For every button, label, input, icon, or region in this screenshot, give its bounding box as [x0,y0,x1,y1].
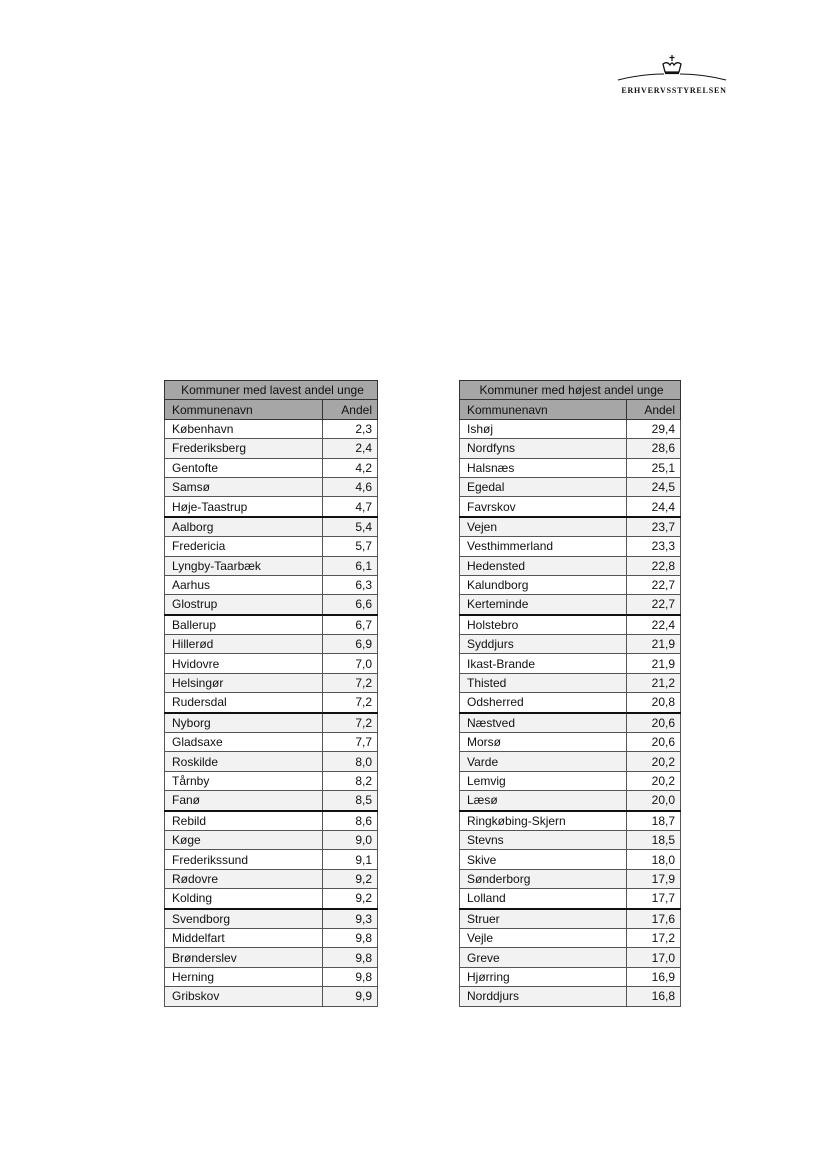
municipality-name: Lemvig [460,771,627,790]
table-row [460,517,681,537]
share-value: 2,4 [323,439,378,458]
municipality-name: Fredericia [165,537,323,556]
table-row [165,987,378,1006]
municipality-name: Vejle [460,928,627,947]
table-row [165,575,378,594]
table-row [165,693,378,713]
municipality-name: Fanø [165,791,323,811]
table-row [165,850,378,869]
table-row [165,948,378,967]
municipality-name: Middelfart [165,928,323,947]
table-row [460,791,681,811]
municipality-name: Kerteminde [460,595,627,615]
share-value: 20,8 [627,693,681,713]
municipality-name: Samsø [165,477,323,496]
share-value: 5,7 [323,537,378,556]
share-value: 22,8 [627,556,681,575]
municipality-name: Næstved [460,713,627,733]
share-value: 18,0 [627,850,681,869]
table-caption: Kommuner med lavest andel unge [165,381,378,400]
table-row [460,811,681,831]
column-header-value: Andel [323,400,378,419]
share-value: 6,6 [323,595,378,615]
table-row [460,987,681,1006]
municipality-name: Aarhus [165,575,323,594]
table-row [165,477,378,496]
table-row [165,497,378,517]
share-value: 28,6 [627,439,681,458]
table-row [165,830,378,849]
municipality-name: Sønderborg [460,869,627,888]
table-row [460,733,681,752]
municipality-name: Frederikssund [165,850,323,869]
table-row [460,830,681,849]
crown-icon [612,52,732,86]
share-value: 17,7 [627,889,681,909]
table-row [460,967,681,986]
table-row [460,771,681,790]
share-value: 22,4 [627,615,681,635]
share-value: 22,7 [627,575,681,594]
municipality-name: Gribskov [165,987,323,1006]
table-row [460,497,681,517]
share-value: 9,8 [323,928,378,947]
share-value: 20,2 [627,771,681,790]
table-row [460,595,681,615]
share-value: 8,2 [323,771,378,790]
share-value: 6,1 [323,556,378,575]
municipality-name: Ringkøbing-Skjern [460,811,627,831]
share-value: 4,6 [323,477,378,496]
table-caption: Kommuner med højest andel unge [460,381,681,400]
municipality-name: Morsø [460,733,627,752]
table-row [460,850,681,869]
municipality-name: Vesthimmerland [460,537,627,556]
table-row [460,948,681,967]
share-value: 20,6 [627,733,681,752]
logo-wordmark: ERHVERVSSTYRELSEN [621,86,727,95]
municipality-name: Herning [165,967,323,986]
municipality-name: Egedal [460,477,627,496]
share-value: 23,7 [627,517,681,537]
share-value: 18,7 [627,811,681,831]
table-row [165,752,378,771]
share-value: 4,2 [323,458,378,477]
table-row [165,458,378,477]
share-value: 5,4 [323,517,378,537]
share-value: 16,9 [627,967,681,986]
municipality-name: Ishøj [460,419,627,438]
municipality-name: Hjørring [460,967,627,986]
municipality-name: Favrskov [460,497,627,517]
table-row [460,752,681,771]
table-row [460,869,681,888]
table-row [165,771,378,790]
share-value: 17,0 [627,948,681,967]
share-value: 9,2 [323,869,378,888]
municipality-name: Rudersdal [165,693,323,713]
table-row [165,673,378,692]
share-value: 21,2 [627,673,681,692]
share-value: 9,9 [323,987,378,1006]
municipality-name: Hvidovre [165,654,323,673]
table-row [165,791,378,811]
municipality-name: Holstebro [460,615,627,635]
municipality-name: Gladsaxe [165,733,323,752]
erhvervsstyrelsen-logo [612,52,732,100]
municipality-name: Tårnby [165,771,323,790]
municipality-name: Rødovre [165,869,323,888]
share-value: 17,6 [627,909,681,929]
municipality-name: Svendborg [165,909,323,929]
table-row [460,693,681,713]
municipality-name: Stevns [460,830,627,849]
table-row [460,439,681,458]
share-value: 6,9 [323,635,378,654]
share-value: 7,2 [323,693,378,713]
table-row [165,537,378,556]
table-row [165,439,378,458]
share-value: 6,7 [323,615,378,635]
municipality-name: Lolland [460,889,627,909]
share-value: 7,0 [323,654,378,673]
share-value: 7,7 [323,733,378,752]
municipality-name: Frederiksberg [165,439,323,458]
share-value: 17,2 [627,928,681,947]
table-row [460,537,681,556]
share-value: 8,6 [323,811,378,831]
column-header-value: Andel [627,400,681,419]
table-row [460,635,681,654]
municipality-name: Thisted [460,673,627,692]
share-value: 23,3 [627,537,681,556]
table-row [165,615,378,635]
table-row [165,595,378,615]
municipality-name: Aalborg [165,517,323,537]
table-row [165,556,378,575]
share-value: 9,0 [323,830,378,849]
share-value: 9,8 [323,948,378,967]
table-row [460,654,681,673]
municipality-name: Rebild [165,811,323,831]
share-value: 20,0 [627,791,681,811]
share-value: 20,6 [627,713,681,733]
share-value: 18,5 [627,830,681,849]
table-row [165,889,378,909]
municipality-name: Nordfyns [460,439,627,458]
lowest-share-table [164,380,378,1007]
municipality-name: Ballerup [165,615,323,635]
table-row [460,575,681,594]
share-value: 24,4 [627,497,681,517]
municipality-name: Brønderslev [165,948,323,967]
share-value: 4,7 [323,497,378,517]
table-row [460,458,681,477]
table-row [165,713,378,733]
municipality-name: Læsø [460,791,627,811]
share-value: 16,8 [627,987,681,1006]
share-value: 29,4 [627,419,681,438]
share-value: 6,3 [323,575,378,594]
municipality-name: Gentofte [165,458,323,477]
share-value: 22,7 [627,595,681,615]
table-row [460,889,681,909]
highest-share-table [459,380,681,1007]
table-row [165,733,378,752]
share-value: 17,9 [627,869,681,888]
municipality-name: Greve [460,948,627,967]
municipality-name: Odsherred [460,693,627,713]
table-row [165,967,378,986]
table-row [460,477,681,496]
share-value: 7,2 [323,673,378,692]
municipality-name: Halsnæs [460,458,627,477]
column-header-name: Kommunenavn [460,400,627,419]
share-value: 9,1 [323,850,378,869]
table-row [165,654,378,673]
column-header-name: Kommunenavn [165,400,323,419]
table-row [165,635,378,654]
table-row [460,556,681,575]
municipality-name: København [165,419,323,438]
table-row [460,673,681,692]
municipality-name: Roskilde [165,752,323,771]
share-value: 21,9 [627,635,681,654]
share-value: 8,5 [323,791,378,811]
municipality-name: Helsingør [165,673,323,692]
municipality-name: Høje-Taastrup [165,497,323,517]
municipality-name: Ikast-Brande [460,654,627,673]
share-value: 2,3 [323,419,378,438]
share-value: 9,8 [323,967,378,986]
table-row [165,811,378,831]
municipality-name: Lyngby-Taarbæk [165,556,323,575]
table-row [165,869,378,888]
municipality-name: Nyborg [165,713,323,733]
municipality-name: Skive [460,850,627,869]
municipality-name: Norddjurs [460,987,627,1006]
municipality-name: Kolding [165,889,323,909]
table-row [165,909,378,929]
municipality-name: Syddjurs [460,635,627,654]
municipality-name: Glostrup [165,595,323,615]
share-value: 24,5 [627,477,681,496]
table-row [165,419,378,438]
share-value: 25,1 [627,458,681,477]
table-row [460,419,681,438]
share-value: 7,2 [323,713,378,733]
share-value: 21,9 [627,654,681,673]
table-row [460,615,681,635]
municipality-name: Vejen [460,517,627,537]
municipality-name: Hedensted [460,556,627,575]
municipality-name: Varde [460,752,627,771]
municipality-name: Struer [460,909,627,929]
municipality-name: Hillerød [165,635,323,654]
share-value: 9,3 [323,909,378,929]
share-value: 20,2 [627,752,681,771]
table-row [460,909,681,929]
table-row [165,517,378,537]
table-row [460,713,681,733]
share-value: 9,2 [323,889,378,909]
table-row [460,928,681,947]
share-value: 8,0 [323,752,378,771]
table-row [165,928,378,947]
municipality-name: Køge [165,830,323,849]
municipality-name: Kalundborg [460,575,627,594]
